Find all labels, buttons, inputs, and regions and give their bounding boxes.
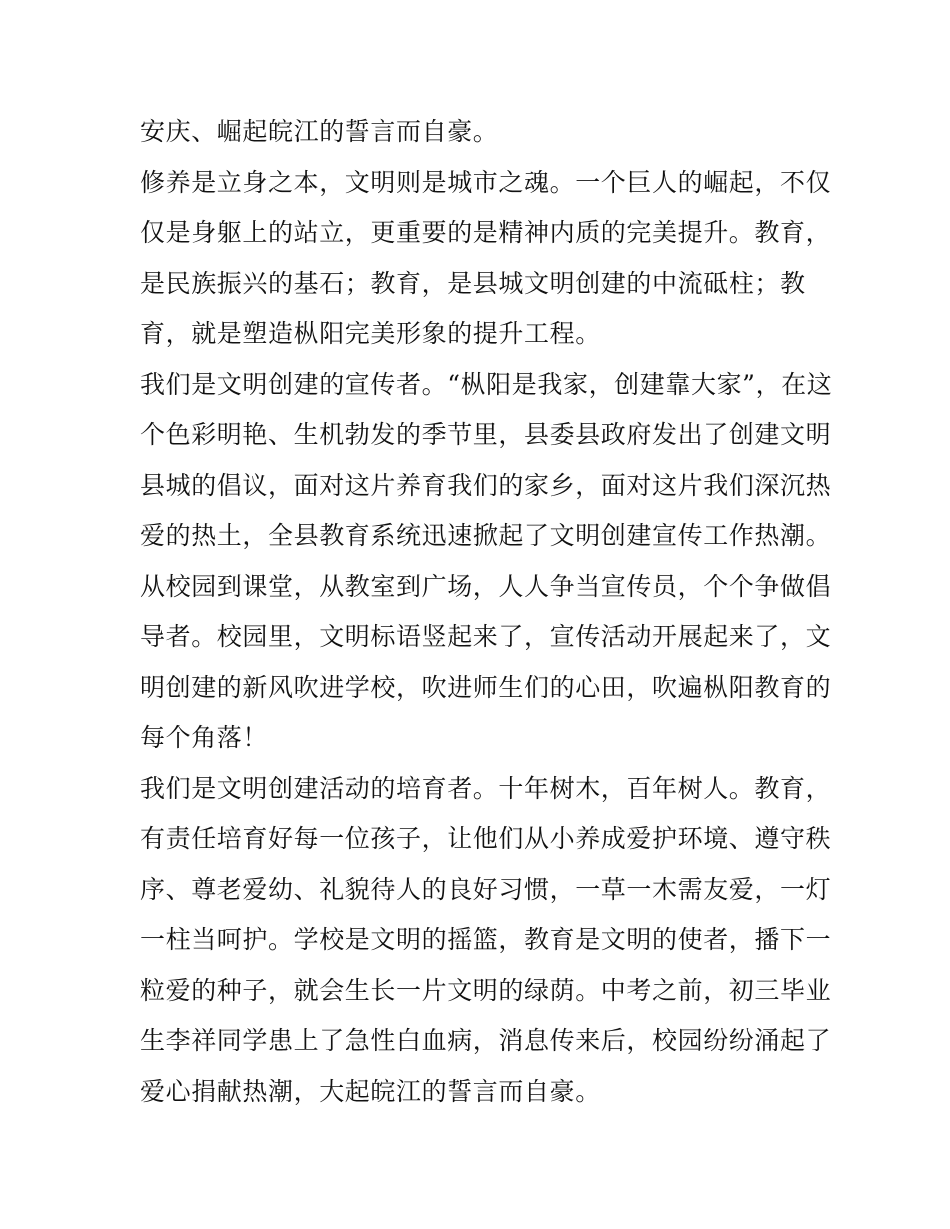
text-line-7: 个色彩明艳、生机勃发的季节里，县委县政府发出了创建文明 (140, 420, 832, 449)
text-line-16: 序、尊老爱幼、礼貌待人的良好习惯，一草一木需友爱，一灯 (140, 874, 832, 904)
text-line-13: 每个角落！ (140, 723, 269, 752)
text-line-6: 我们是文明创建的宣传者。“枞阳是我家，创建靠大家”，在这 (140, 369, 833, 399)
text-line-20: 爱心捐献热潮，大起皖江的誓言而自豪。 (140, 1076, 601, 1106)
text-line-10: 从校园到课堂，从教室到广场，人人争当宣传员，个个争做倡 (140, 571, 832, 601)
text-line-14: 我们是文明创建活动的培育者。十年树木，百年树人。教育， (140, 773, 832, 803)
text-line-4: 是民族振兴的基石；教育，是县城文明创建的中流砥柱；教 (140, 268, 806, 298)
text-line-9: 爱的热土，全县教育系统迅速掀起了文明创建宣传工作热潮。 (140, 521, 832, 550)
text-line-1: 安庆、崛起皖江的誓言而自豪。 (140, 117, 499, 146)
text-line-12: 明创建的新风吹进学校，吹进师生们的心田，吹遍枞阳教育的 (140, 672, 832, 702)
text-line-2: 修养是立身之本，文明则是城市之魂。一个巨人的崛起，不仅 (140, 167, 832, 197)
text-line-15: 有责任培育好每一位孩子，让他们从小养成爱护环境、遵守秩 (140, 824, 832, 853)
body-text (140, 107, 833, 1117)
text-line-11: 导者。校园里，文明标语竖起来了，宣传活动开展起来了，文 (140, 622, 832, 651)
text-line-8: 县城的倡议，面对这片养育我们的家乡，面对这片我们深沉热 (140, 470, 832, 500)
text-line-5: 育，就是塑造枞阳完美形象的提升工程。 (140, 319, 601, 348)
text-line-17: 一柱当呵护。学校是文明的摇篮，教育是文明的使者，播下一 (140, 925, 832, 954)
text-line-18: 粒爱的种子，就会生长一片文明的绿荫。中考之前，初三毕业 (140, 975, 832, 1005)
text-line-3: 仅是身躯上的站立，更重要的是精神内质的完美提升。教育， (140, 218, 832, 247)
text-line-19: 生李祥同学患上了急性白血病，消息传来后，校园纷纷涌起了 (140, 1026, 832, 1055)
